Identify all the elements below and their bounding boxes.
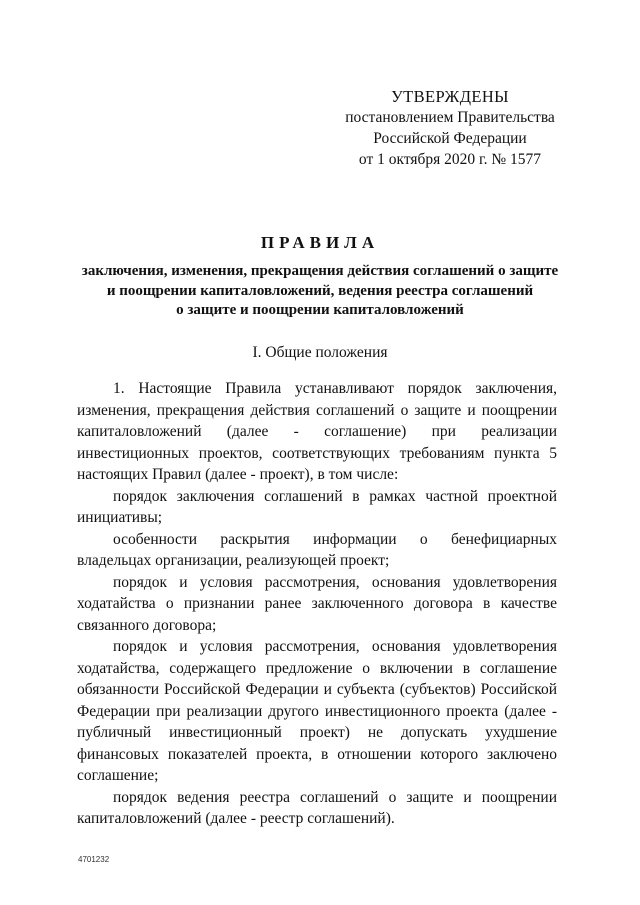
approval-line-1: постановлением Правительства [345, 109, 555, 126]
body-text [77, 378, 557, 830]
paragraph: особенности раскрытия информации о бенефициарных владельцах организации, реализующей проект; [77, 530, 557, 569]
approval-block [330, 86, 570, 170]
subtitle-line-2: и поощрении капиталовложений, ведения реестра соглашений [106, 282, 534, 299]
document-number: 4701232 [78, 855, 110, 864]
paragraph: порядок и условия рассмотрения, основания удовлетворения ходатайства, содержащего предложение о включении в соглашение обязанности Российской Федерации и субъекта (субъектов) Российской Федерации при реализации другого инвестиционного проекта (далее - публичный инвестиционный проект) не допускать ухудшение финансовых показателей проекта, в отношении которого заключено соглашение; [77, 638, 557, 784]
approval-line-3: от 1 октября 2020 г. № 1577 [358, 151, 542, 168]
section-heading: I. Общие положения [252, 344, 388, 361]
paragraph: порядок заключения соглашений в рамках частной проектной инициативы; [77, 487, 557, 526]
paragraph: порядок ведения реестра соглашений о защите и поощрении капиталовложений (далее - реестр соглашений). [77, 788, 557, 827]
subtitle-line-3: о защите и поощрении капиталовложений [176, 302, 464, 318]
paragraph: порядок и условия рассмотрения, основания удовлетворения ходатайства о признании ранее заключенного договора в качестве связанного договора; [77, 573, 557, 634]
subtitle-line-1: заключения, изменения, прекращения действия соглашений о защите [81, 263, 559, 279]
document-subtitle [62, 262, 578, 321]
paragraph: 1. Настоящие Правила устанавливают порядок заключения, изменения, прекращения действия соглашений о защите и поощрении капиталовложений (далее - соглашение) при реализации инвестиционных проектов, соответствующих требованиям пункта 5 настоящих Правил (далее - проект), в том числе: [77, 380, 557, 483]
approval-line-2: Российской Федерации [373, 130, 527, 147]
document-title: ПРАВИЛА [260, 233, 380, 252]
approval-heading: УТВЕРЖДЕНЫ [391, 87, 509, 106]
